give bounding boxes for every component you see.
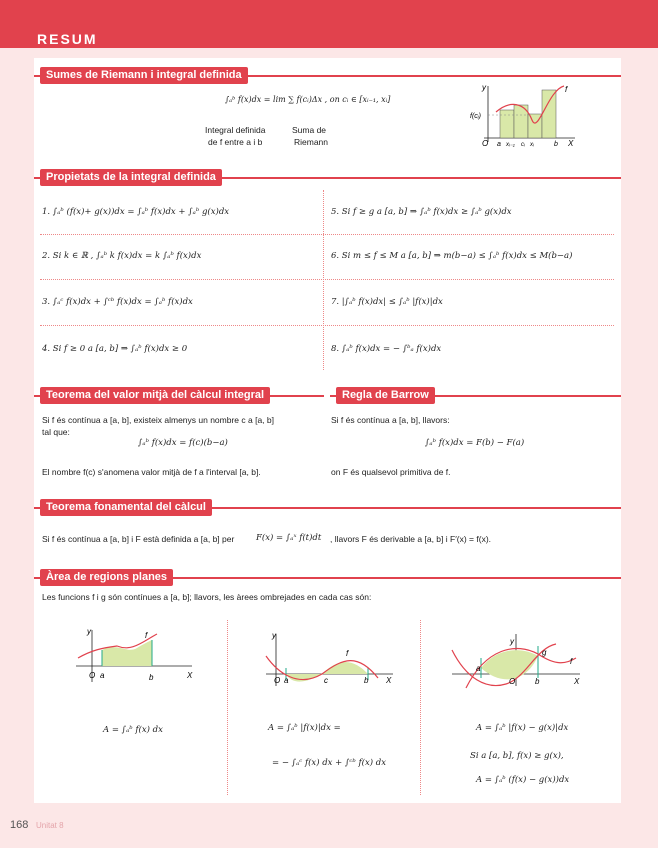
property-6: 6. Si m ≤ f ≤ M a [a, b] ⇒ m(b−a) ≤ ∫ₐᵇ f(x)dx ≤ M(b−a) [331, 251, 573, 261]
mean-value-line-3: El nombre f(c) s'anomena valor mitjà de f a l'interval [a, b]. [42, 467, 261, 477]
area-formula-3a: A = ∫ₐᵇ |f(x) − g(x)|dx [476, 723, 569, 733]
unit-label: Unitat 8 [36, 821, 64, 830]
riemann-graph-a-label: a [497, 141, 501, 148]
area-graph-3 [446, 628, 586, 690]
barrow-line-2: on F és qualsevol primitiva de f. [331, 467, 451, 477]
area-formula-2a: A = ∫ₐᵇ |f(x)|dx = [268, 723, 341, 733]
area-graph-3-origin-label: O [509, 677, 516, 686]
area-graph-1-b-label: b [149, 673, 154, 682]
barrow-formula: ∫ₐᵇ f(x)dx = F(b) − F(a) [425, 438, 525, 448]
fundamental-formula: F(x) = ∫ₐˣ f(t)dt [256, 533, 322, 543]
area-graph-1 [62, 622, 202, 687]
riemann-label-sum-2: Riemann [294, 137, 329, 147]
area-formula-3b: Si a [a, b], f(x) ≥ g(x), [470, 751, 564, 761]
area-graph-3-f-label: f [570, 657, 573, 666]
riemann-section-title: Sumes de Riemann i integral definida [40, 67, 248, 84]
area-graph-3-b-label: b [535, 677, 540, 686]
riemann-label-integral-1: Integral definida [205, 125, 266, 135]
area-graph-2-origin-label: O [274, 676, 281, 685]
area-formula-1: A = ∫ₐᵇ f(x) dx [103, 725, 163, 735]
area-graph-3-x-label: X [574, 677, 580, 686]
area-graph-1-x-label: X [187, 671, 193, 680]
riemann-formula: ∫ₐᵇ f(x)dx = lim ∑ f(cᵢ)Δx , on cᵢ ∈ [xᵢ₋₁, xᵢ] [225, 95, 391, 104]
mean-value-section-title: Teorema del valor mitjà del càlcul integral [40, 387, 270, 404]
property-5: 5. Si f ≥ g a [a, b] ⇒ ∫ₐᵇ f(x)dx ≥ ∫ₐᵇ g(x)dx [331, 207, 512, 217]
area-divider-2 [420, 620, 421, 795]
property-8: 8. ∫ₐᵇ f(x)dx = − ∫ᵇₐ f(x)dx [331, 344, 442, 354]
properties-row-divider-1 [40, 234, 614, 235]
mean-value-formula: ∫ₐᵇ f(x)dx = f(c)(b−a) [138, 438, 228, 448]
area-divider-1 [227, 620, 228, 795]
area-graph-2-x-label: X [386, 676, 392, 685]
fundamental-text-1: Si f és contínua a [a, b] i F està definida a [a, b] per [42, 534, 235, 544]
riemann-graph-fc-label: f(cᵢ) [470, 113, 481, 120]
property-2: 2. Si k ∈ ℝ , ∫ₐᵇ k f(x)dx = k ∫ₐᵇ f(x)dx [42, 251, 202, 261]
header-bar [0, 0, 658, 48]
barrow-line-1: Si f és contínua a [a, b], llavors: [331, 415, 450, 425]
riemann-graph-xi1-label: xᵢ₋₁ [506, 142, 515, 148]
mean-value-line-2: tal que: [42, 427, 70, 437]
area-graph-1-y-label: y [87, 627, 91, 636]
riemann-graph-x-label: X [568, 139, 574, 148]
area-intro: Les funcions f i g són contínues a [a, b]; llavors, les àrees ombrejades en cada cas són: [42, 592, 372, 602]
area-formula-2b: = − ∫ₐᶜ f(x) dx + ∫ᶜᵇ f(x) dx [272, 758, 387, 768]
riemann-graph-b-label: b [554, 141, 558, 148]
property-7: 7. |∫ₐᵇ f(x)dx| ≤ ∫ₐᵇ |f(x)|dx [331, 297, 443, 307]
properties-section-title: Propietats de la integral definida [40, 169, 222, 186]
properties-divider [323, 190, 324, 370]
area-graph-2-a-label: a [284, 676, 289, 685]
mean-value-line-1: Si f és contínua a [a, b], existeix almenys un nombre c a [a, b] [42, 415, 274, 425]
area-graph-3-a-label: a [476, 664, 481, 673]
riemann-graph-y-label: y [482, 83, 486, 92]
riemann-graph [470, 80, 580, 150]
riemann-graph-f-label: f [565, 85, 568, 94]
area-graph-2 [258, 628, 398, 690]
area-graph-2-c-label: c [324, 676, 328, 685]
fundamental-text-2: , llavors F és derivable a [a, b] i F′(x) = f(x). [330, 534, 492, 544]
area-graph-2-f-label: f [346, 649, 349, 658]
property-1: 1. ∫ₐᵇ (f(x)+ g(x))dx = ∫ₐᵇ f(x)dx + ∫ₐᵇ g(x)dx [42, 207, 230, 217]
area-graph-2-b-label: b [364, 676, 369, 685]
area-graph-3-y-label: y [510, 637, 514, 646]
property-3: 3. ∫ₐᶜ f(x)dx + ∫ᶜᵇ f(x)dx = ∫ₐᵇ f(x)dx [42, 297, 193, 307]
riemann-label-sum-1: Suma de [292, 125, 327, 135]
riemann-graph-ci-label: cᵢ [521, 142, 525, 148]
property-4: 4. Si f ≥ 0 a [a, b] ⇒ ∫ₐᵇ f(x)dx ≥ 0 [42, 344, 188, 354]
area-graph-1-a-label: a [100, 671, 105, 680]
properties-row-divider-2 [40, 279, 614, 280]
area-graph-1-origin-label: O [89, 671, 96, 680]
page-title: RESUM [37, 31, 98, 47]
area-graph-3-g-label: g [542, 648, 547, 657]
area-section-title: Àrea de regions planes [40, 569, 173, 586]
page-number: 168 [10, 819, 29, 831]
fundamental-section-title: Teorema fonamental del càlcul [40, 499, 212, 516]
area-formula-3c: A = ∫ₐᵇ (f(x) − g(x))dx [476, 775, 570, 785]
barrow-section-title: Regla de Barrow [336, 387, 435, 404]
area-graph-1-f-label: f [145, 631, 148, 640]
riemann-graph-origin-label: O [482, 139, 489, 148]
area-graph-2-y-label: y [272, 631, 276, 640]
riemann-label-integral-2: de f entre a i b [208, 137, 263, 147]
properties-row-divider-3 [40, 325, 614, 326]
riemann-graph-xi-label: xᵢ [530, 142, 534, 148]
